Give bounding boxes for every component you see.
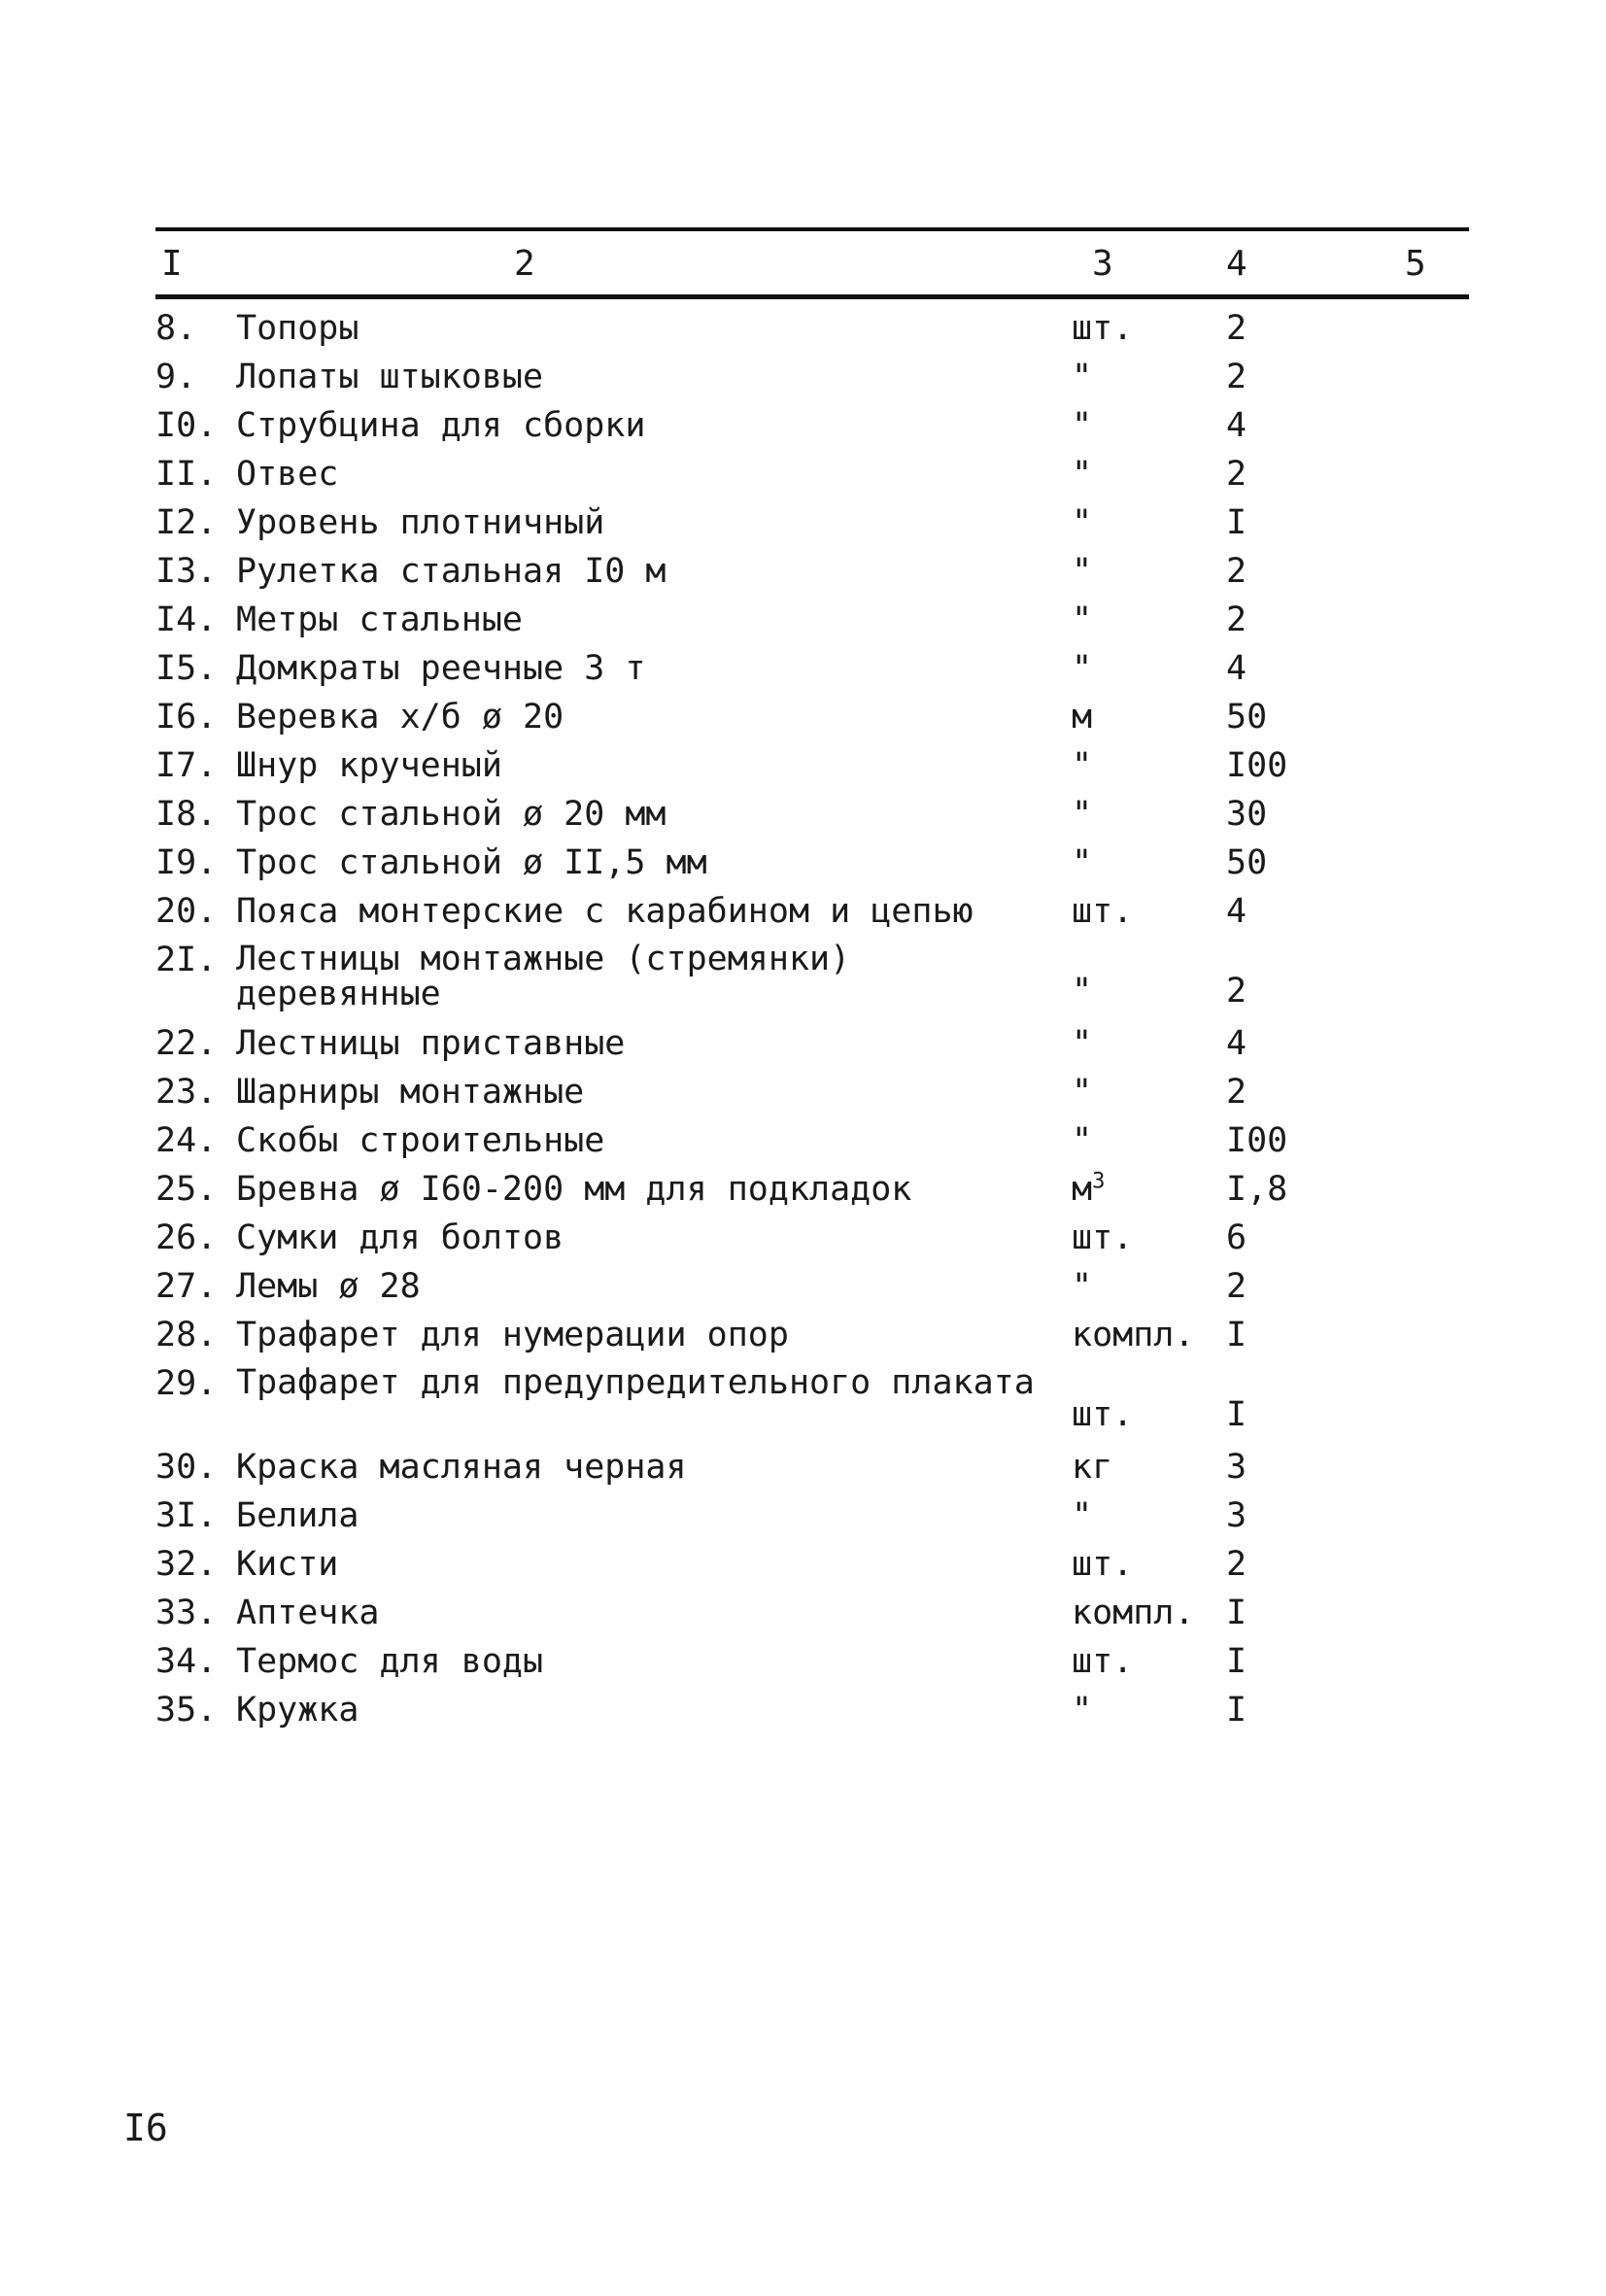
- row-number: 29.: [155, 1364, 218, 1403]
- item-unit-text: компл.: [1072, 1593, 1195, 1632]
- item-name: Топоры: [236, 309, 359, 348]
- table-row: [0, 304, 1606, 353]
- item-unit-text: ": [1072, 972, 1093, 1011]
- item-name: Кисти: [236, 1545, 339, 1584]
- row-number: I9.: [155, 843, 218, 882]
- item-quantity: 2: [1226, 1267, 1247, 1306]
- table-row: [0, 596, 1606, 644]
- item-unit-text: ": [1072, 358, 1093, 396]
- item-unit: [1072, 547, 1208, 596]
- item-quantity: 2: [1226, 552, 1247, 591]
- item-unit: [1072, 644, 1208, 693]
- row-number: 30.: [155, 1448, 218, 1487]
- item-quantity: I: [1226, 1316, 1247, 1354]
- item-unit-text: ": [1072, 1121, 1093, 1160]
- item-unit: [1072, 450, 1208, 498]
- item-unit: [1072, 304, 1208, 353]
- item-name: Рулетка стальная I0 м: [236, 552, 666, 591]
- row-number: I0.: [155, 406, 218, 445]
- item-quantity: 50: [1226, 843, 1268, 882]
- table-row: [0, 1443, 1606, 1491]
- item-unit-text: ": [1072, 1073, 1093, 1112]
- item-unit: [1072, 596, 1208, 644]
- item-name: Кружка: [236, 1691, 359, 1730]
- table-row: [0, 1068, 1606, 1116]
- item-name: Пояса монтерские с карабином и цепью: [236, 892, 974, 931]
- item-unit: [1072, 741, 1208, 790]
- item-unit-text: ": [1072, 746, 1093, 785]
- item-quantity: I00: [1226, 1121, 1288, 1160]
- row-number: I7.: [155, 746, 218, 785]
- item-quantity: I: [1226, 503, 1247, 542]
- page-number: I6: [123, 2107, 168, 2149]
- item-quantity: I: [1226, 1593, 1247, 1632]
- table-row: [0, 498, 1606, 547]
- item-unit-text: ": [1072, 1267, 1093, 1306]
- item-unit-text: ": [1072, 795, 1093, 834]
- table-top-rule: [155, 227, 1469, 231]
- item-quantity: I: [1226, 1691, 1247, 1730]
- item-unit-text: шт.: [1072, 309, 1134, 348]
- row-number: 28.: [155, 1316, 218, 1354]
- table-row: [0, 1589, 1606, 1637]
- row-number: 3I.: [155, 1496, 218, 1535]
- equipment-table: [0, 304, 1606, 1734]
- item-unit-text: ": [1072, 1496, 1093, 1535]
- table-header-rule: [155, 294, 1469, 299]
- table-row: [0, 644, 1606, 693]
- table-row: [0, 839, 1606, 887]
- item-unit-text: ": [1072, 552, 1093, 591]
- item-unit-text: шт.: [1072, 1545, 1134, 1584]
- item-name: Термос для воды: [236, 1642, 544, 1681]
- item-name: Трос стальной ø 20 мм: [236, 795, 666, 834]
- item-unit: [1072, 967, 1208, 1015]
- item-unit-text: ": [1072, 455, 1093, 494]
- item-quantity: 2: [1226, 600, 1247, 639]
- item-unit: [1072, 790, 1208, 839]
- item-name: Лестницы монтажные (стремянки) деревянные: [236, 940, 851, 1013]
- item-quantity: 2: [1226, 455, 1247, 494]
- item-name: Краска масляная черная: [236, 1448, 687, 1487]
- item-unit-text: ": [1072, 406, 1093, 445]
- column-header-1: I: [161, 244, 183, 284]
- row-number: 32.: [155, 1545, 218, 1584]
- table-row: [0, 1491, 1606, 1540]
- row-number: 8.: [155, 309, 197, 348]
- item-name: Уровень плотничный: [236, 503, 605, 542]
- row-number: 20.: [155, 892, 218, 931]
- column-header-5: 5: [1405, 244, 1426, 284]
- table-row: [0, 693, 1606, 741]
- item-name: Лопаты штыковые: [236, 358, 544, 396]
- item-unit: [1072, 1390, 1208, 1439]
- item-unit-text: м: [1072, 698, 1093, 737]
- row-number: 23.: [155, 1073, 218, 1112]
- row-number: 34.: [155, 1642, 218, 1681]
- item-name: Скобы строительные: [236, 1121, 605, 1160]
- row-number: I3.: [155, 552, 218, 591]
- item-quantity: 4: [1226, 649, 1247, 688]
- item-name: Бревна ø I60-200 мм для подкладок: [236, 1170, 912, 1209]
- item-unit-text: ": [1072, 503, 1093, 542]
- item-quantity: 2: [1226, 972, 1247, 1011]
- table-row: [0, 1262, 1606, 1311]
- table-row: [0, 1637, 1606, 1686]
- item-unit: [1072, 1019, 1208, 1068]
- table-row: [0, 1116, 1606, 1165]
- item-quantity: 2: [1226, 1073, 1247, 1112]
- row-number: II.: [155, 455, 218, 494]
- item-unit: [1072, 1491, 1208, 1540]
- column-header-2: 2: [514, 244, 535, 284]
- row-number: I8.: [155, 795, 218, 834]
- item-unit: [1072, 1540, 1208, 1589]
- item-quantity: 50: [1226, 698, 1268, 737]
- item-unit-text: кг: [1072, 1448, 1113, 1487]
- table-row: [0, 450, 1606, 498]
- table-row: [0, 1686, 1606, 1734]
- item-name: Сумки для болтов: [236, 1218, 564, 1257]
- item-unit-text: ": [1072, 649, 1093, 688]
- table-row: [0, 1214, 1606, 1262]
- row-number: 27.: [155, 1267, 218, 1306]
- item-name: Домкраты реечные 3 т: [236, 649, 646, 688]
- item-quantity: 2: [1226, 358, 1247, 396]
- item-quantity: 30: [1226, 795, 1268, 834]
- table-row: [0, 741, 1606, 790]
- item-unit: [1072, 1443, 1208, 1491]
- row-number: 24.: [155, 1121, 218, 1160]
- item-unit: [1072, 1116, 1208, 1165]
- row-number: 26.: [155, 1218, 218, 1257]
- table-row: [0, 1359, 1606, 1443]
- item-unit-superscript: 3: [1092, 1169, 1106, 1194]
- item-unit: [1072, 839, 1208, 887]
- item-quantity: 4: [1226, 406, 1247, 445]
- item-name: Отвес: [236, 455, 339, 494]
- item-unit-text: шт.: [1072, 1218, 1134, 1257]
- item-unit: [1072, 887, 1208, 936]
- item-unit-text: шт.: [1072, 1395, 1134, 1434]
- item-quantity: 4: [1226, 892, 1247, 931]
- item-quantity: I00: [1226, 746, 1288, 785]
- table-row: [0, 401, 1606, 450]
- item-quantity: 3: [1226, 1448, 1247, 1487]
- item-quantity: 2: [1226, 1545, 1247, 1584]
- row-number: I4.: [155, 600, 218, 639]
- item-name: Шарниры монтажные: [236, 1073, 585, 1112]
- row-number: I6.: [155, 698, 218, 737]
- item-quantity: 6: [1226, 1218, 1247, 1257]
- item-name: Лестницы приставные: [236, 1024, 626, 1063]
- row-number: 25.: [155, 1170, 218, 1209]
- row-number: I2.: [155, 503, 218, 542]
- item-unit-text: компл.: [1072, 1316, 1195, 1354]
- table-row: [0, 547, 1606, 596]
- column-header-4: 4: [1226, 244, 1247, 284]
- item-quantity: I: [1226, 1395, 1247, 1434]
- item-quantity: 4: [1226, 1024, 1247, 1063]
- item-name: Веревка х/б ø 20: [236, 698, 564, 737]
- item-quantity: I,8: [1226, 1170, 1288, 1209]
- item-unit: [1072, 693, 1208, 741]
- item-unit: [1072, 1165, 1208, 1214]
- item-name: Струбцина для сборки: [236, 406, 646, 445]
- item-unit-text: шт.: [1072, 1642, 1134, 1681]
- item-unit-text: ": [1072, 1024, 1093, 1063]
- item-unit: [1072, 498, 1208, 547]
- row-number: 33.: [155, 1593, 218, 1632]
- item-name: Белила: [236, 1496, 359, 1535]
- table-row: [0, 1311, 1606, 1359]
- item-unit-text: ": [1072, 600, 1093, 639]
- item-unit-text: ": [1072, 843, 1093, 882]
- item-unit: [1072, 1686, 1208, 1734]
- item-unit-text: м: [1072, 1170, 1093, 1209]
- item-unit-text: ": [1072, 1691, 1093, 1730]
- item-unit: [1072, 1068, 1208, 1116]
- item-name: Метры стальные: [236, 600, 524, 639]
- item-name: Лемы ø 28: [236, 1267, 421, 1306]
- row-number: 2I.: [155, 941, 218, 979]
- item-quantity: I: [1226, 1642, 1247, 1681]
- item-name: Аптечка: [236, 1593, 380, 1632]
- table-row: [0, 790, 1606, 839]
- table-row: [0, 1019, 1606, 1068]
- item-unit: [1072, 1637, 1208, 1686]
- item-quantity: 3: [1226, 1496, 1247, 1535]
- item-name: Трафарет для нумерации опор: [236, 1316, 789, 1354]
- table-row: [0, 1540, 1606, 1589]
- item-name: Шнур крученый: [236, 746, 502, 785]
- item-unit: [1072, 1311, 1208, 1359]
- item-unit-text: шт.: [1072, 892, 1134, 931]
- item-unit: [1072, 353, 1208, 401]
- item-unit: [1072, 401, 1208, 450]
- row-number: 35.: [155, 1691, 218, 1730]
- row-number: 9.: [155, 358, 197, 396]
- item-unit: [1072, 1214, 1208, 1262]
- table-row: [0, 936, 1606, 1019]
- column-header-3: 3: [1092, 244, 1113, 284]
- item-unit: [1072, 1589, 1208, 1637]
- item-unit: [1072, 1262, 1208, 1311]
- row-number: 22.: [155, 1024, 218, 1063]
- table-row: [0, 353, 1606, 401]
- item-name: Трос стальной ø II,5 мм: [236, 843, 707, 882]
- item-name: Трафарет для предупредительного плаката: [236, 1363, 1035, 1402]
- item-quantity: 2: [1226, 309, 1247, 348]
- table-row: [0, 887, 1606, 936]
- table-row: [0, 1165, 1606, 1214]
- row-number: I5.: [155, 649, 218, 688]
